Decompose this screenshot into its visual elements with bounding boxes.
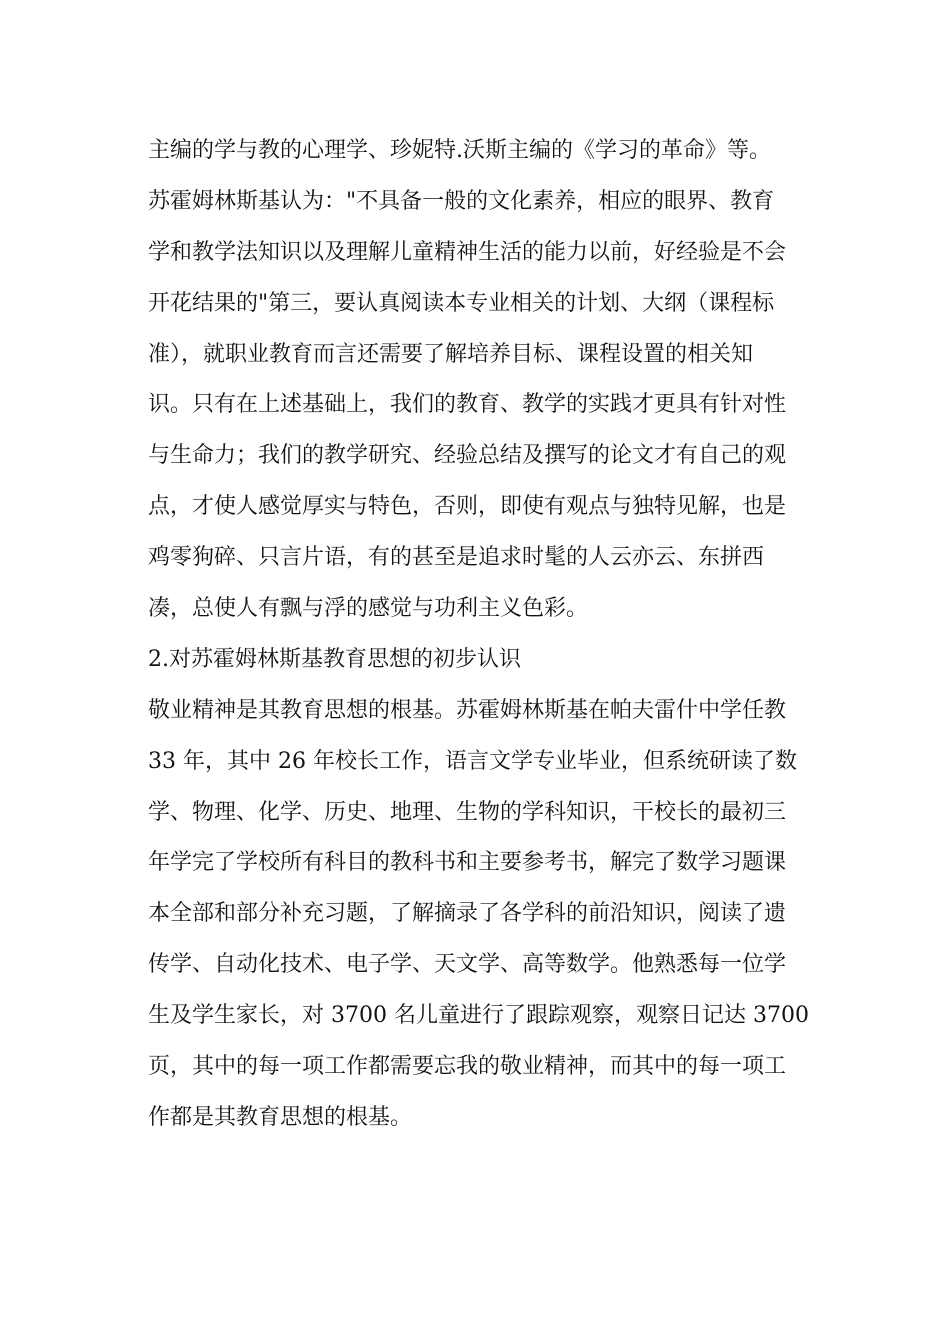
- document-body: [148, 126, 808, 1144]
- section-heading: 2.对苏霍姆林斯基教育思想的初步认识: [148, 646, 521, 672]
- text-line: 与生命力；我们的教学研究、经验总结及撰写的论文才有自己的观: [148, 443, 787, 469]
- text-line: 主编的学与教的心理学、珍妮特.沃斯主编的《学习的革命》等。: [148, 138, 771, 163]
- text-line: 学和教学法知识以及理解儿童精神生活的能力以前，好经验是不会: [148, 239, 787, 265]
- text-line: 传学、自动化技术、电子学、天文学、高等数学。他熟悉每一位学: [148, 952, 787, 978]
- text-line: 识。只有在上述基础上，我们的教育、教学的实践才更具有针对性: [148, 392, 787, 418]
- text-line: 页，其中的每一项工作都需要忘我的敬业精神，而其中的每一项工: [148, 1054, 787, 1080]
- text-line: 作都是其教育思想的根基。: [148, 1104, 413, 1130]
- text-line: 开花结果的"第三，要认真阅读本专业相关的计划、大纲（课程标: [148, 290, 775, 316]
- text-line: 生及学生家长，对 3700 名儿童进行了跟踪观察，观察日记达 3700: [148, 1003, 809, 1029]
- text-line: 苏霍姆林斯基认为："不具备一般的文化素养，相应的眼界、教育: [148, 188, 775, 214]
- text-line: 凑，总使人有飘与浮的感觉与功利主义色彩。: [148, 596, 589, 622]
- text-line: 鸡零狗碎、只言片语，有的甚至是追求时髦的人云亦云、东拼西: [148, 545, 765, 571]
- text-line: 学、物理、化学、历史、地理、生物的学科知识，干校长的最初三: [148, 799, 787, 825]
- text-line: 本全部和部分补充习题，了解摘录了各学科的前沿知识，阅读了遗: [148, 901, 787, 927]
- text-line: 敬业精神是其教育思想的根基。苏霍姆林斯基在帕夫雷什中学任教: [148, 697, 787, 723]
- text-line: 33 年，其中 26 年校长工作，语言文学专业毕业，但系统研读了数: [148, 748, 797, 774]
- text-line: 年学完了学校所有科目的教科书和主要参考书，解完了数学习题课: [148, 850, 787, 876]
- text-line: 点，才使人感觉厚实与特色，否则，即使有观点与独特见解，也是: [148, 494, 787, 520]
- text-line: 准），就职业教育而言还需要了解培养目标、课程设置的相关知: [148, 341, 754, 367]
